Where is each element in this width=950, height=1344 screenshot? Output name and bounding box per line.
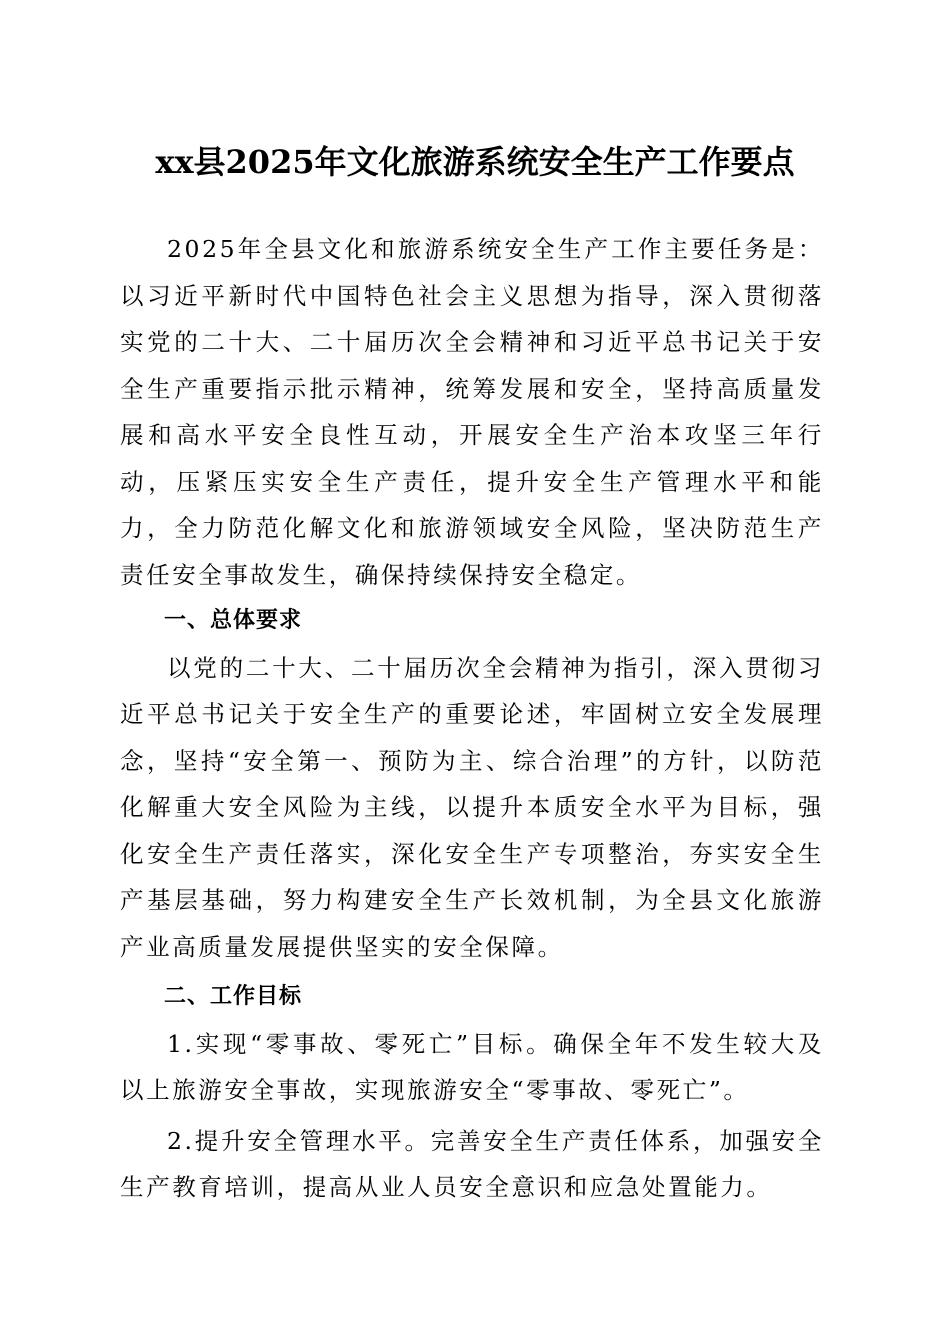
section-heading-overall-requirements: 一、总体要求 [164, 608, 303, 633]
section-heading-work-goals: 二、工作目标 [164, 984, 303, 1009]
document-body [120, 226, 824, 1211]
section-paragraph: 1.实现“零事故、零死亡”目标。确保全年不发生较大及以上旅游安全事故，实现旅游安全“零事故、零死亡”。 [120, 1029, 824, 1104]
document-title: xx县2025年文化旅游系统安全生产工作要点 [155, 143, 795, 181]
intro-paragraph: 2025年全县文化和旅游系统安全生产工作主要任务是：以习近平新时代中国特色社会主义思想为指导，深入贯彻落实党的二十大、二十届历次全会精神和习近平总书记关于安全生产重要指示批示精神，统筹发展和安全，坚持高质量发展和高水平安全良性互动，开展安全生产治本攻坚三年行动，压紧压实安全生产责任，提升安全生产管理水平和能力，全力防范化解文化和旅游领域安全风险，坚决防范生产责任安全事故发生，确保持续保持安全稳定。 [120, 235, 824, 589]
section-paragraph: 2.提升安全管理水平。完善安全生产责任体系，加强安全生产教育培训，提高从业人员安全意识和应急处置能力。 [120, 1126, 824, 1201]
section-paragraph: 以党的二十大、二十届历次全会精神为指引，深入贯彻习近平总书记关于安全生产的重要论述，牢固树立安全发展理念，坚持“安全第一、预防为主、综合治理”的方针，以防范化解重大安全风险为主线，以提升本质安全水平为目标，强化安全生产责任落实，深化安全生产专项整治，夯实安全生产基层基础，努力构建安全生产长效机制，为全县文化旅游产业高质量发展提供坚实的安全保障。 [120, 653, 824, 961]
